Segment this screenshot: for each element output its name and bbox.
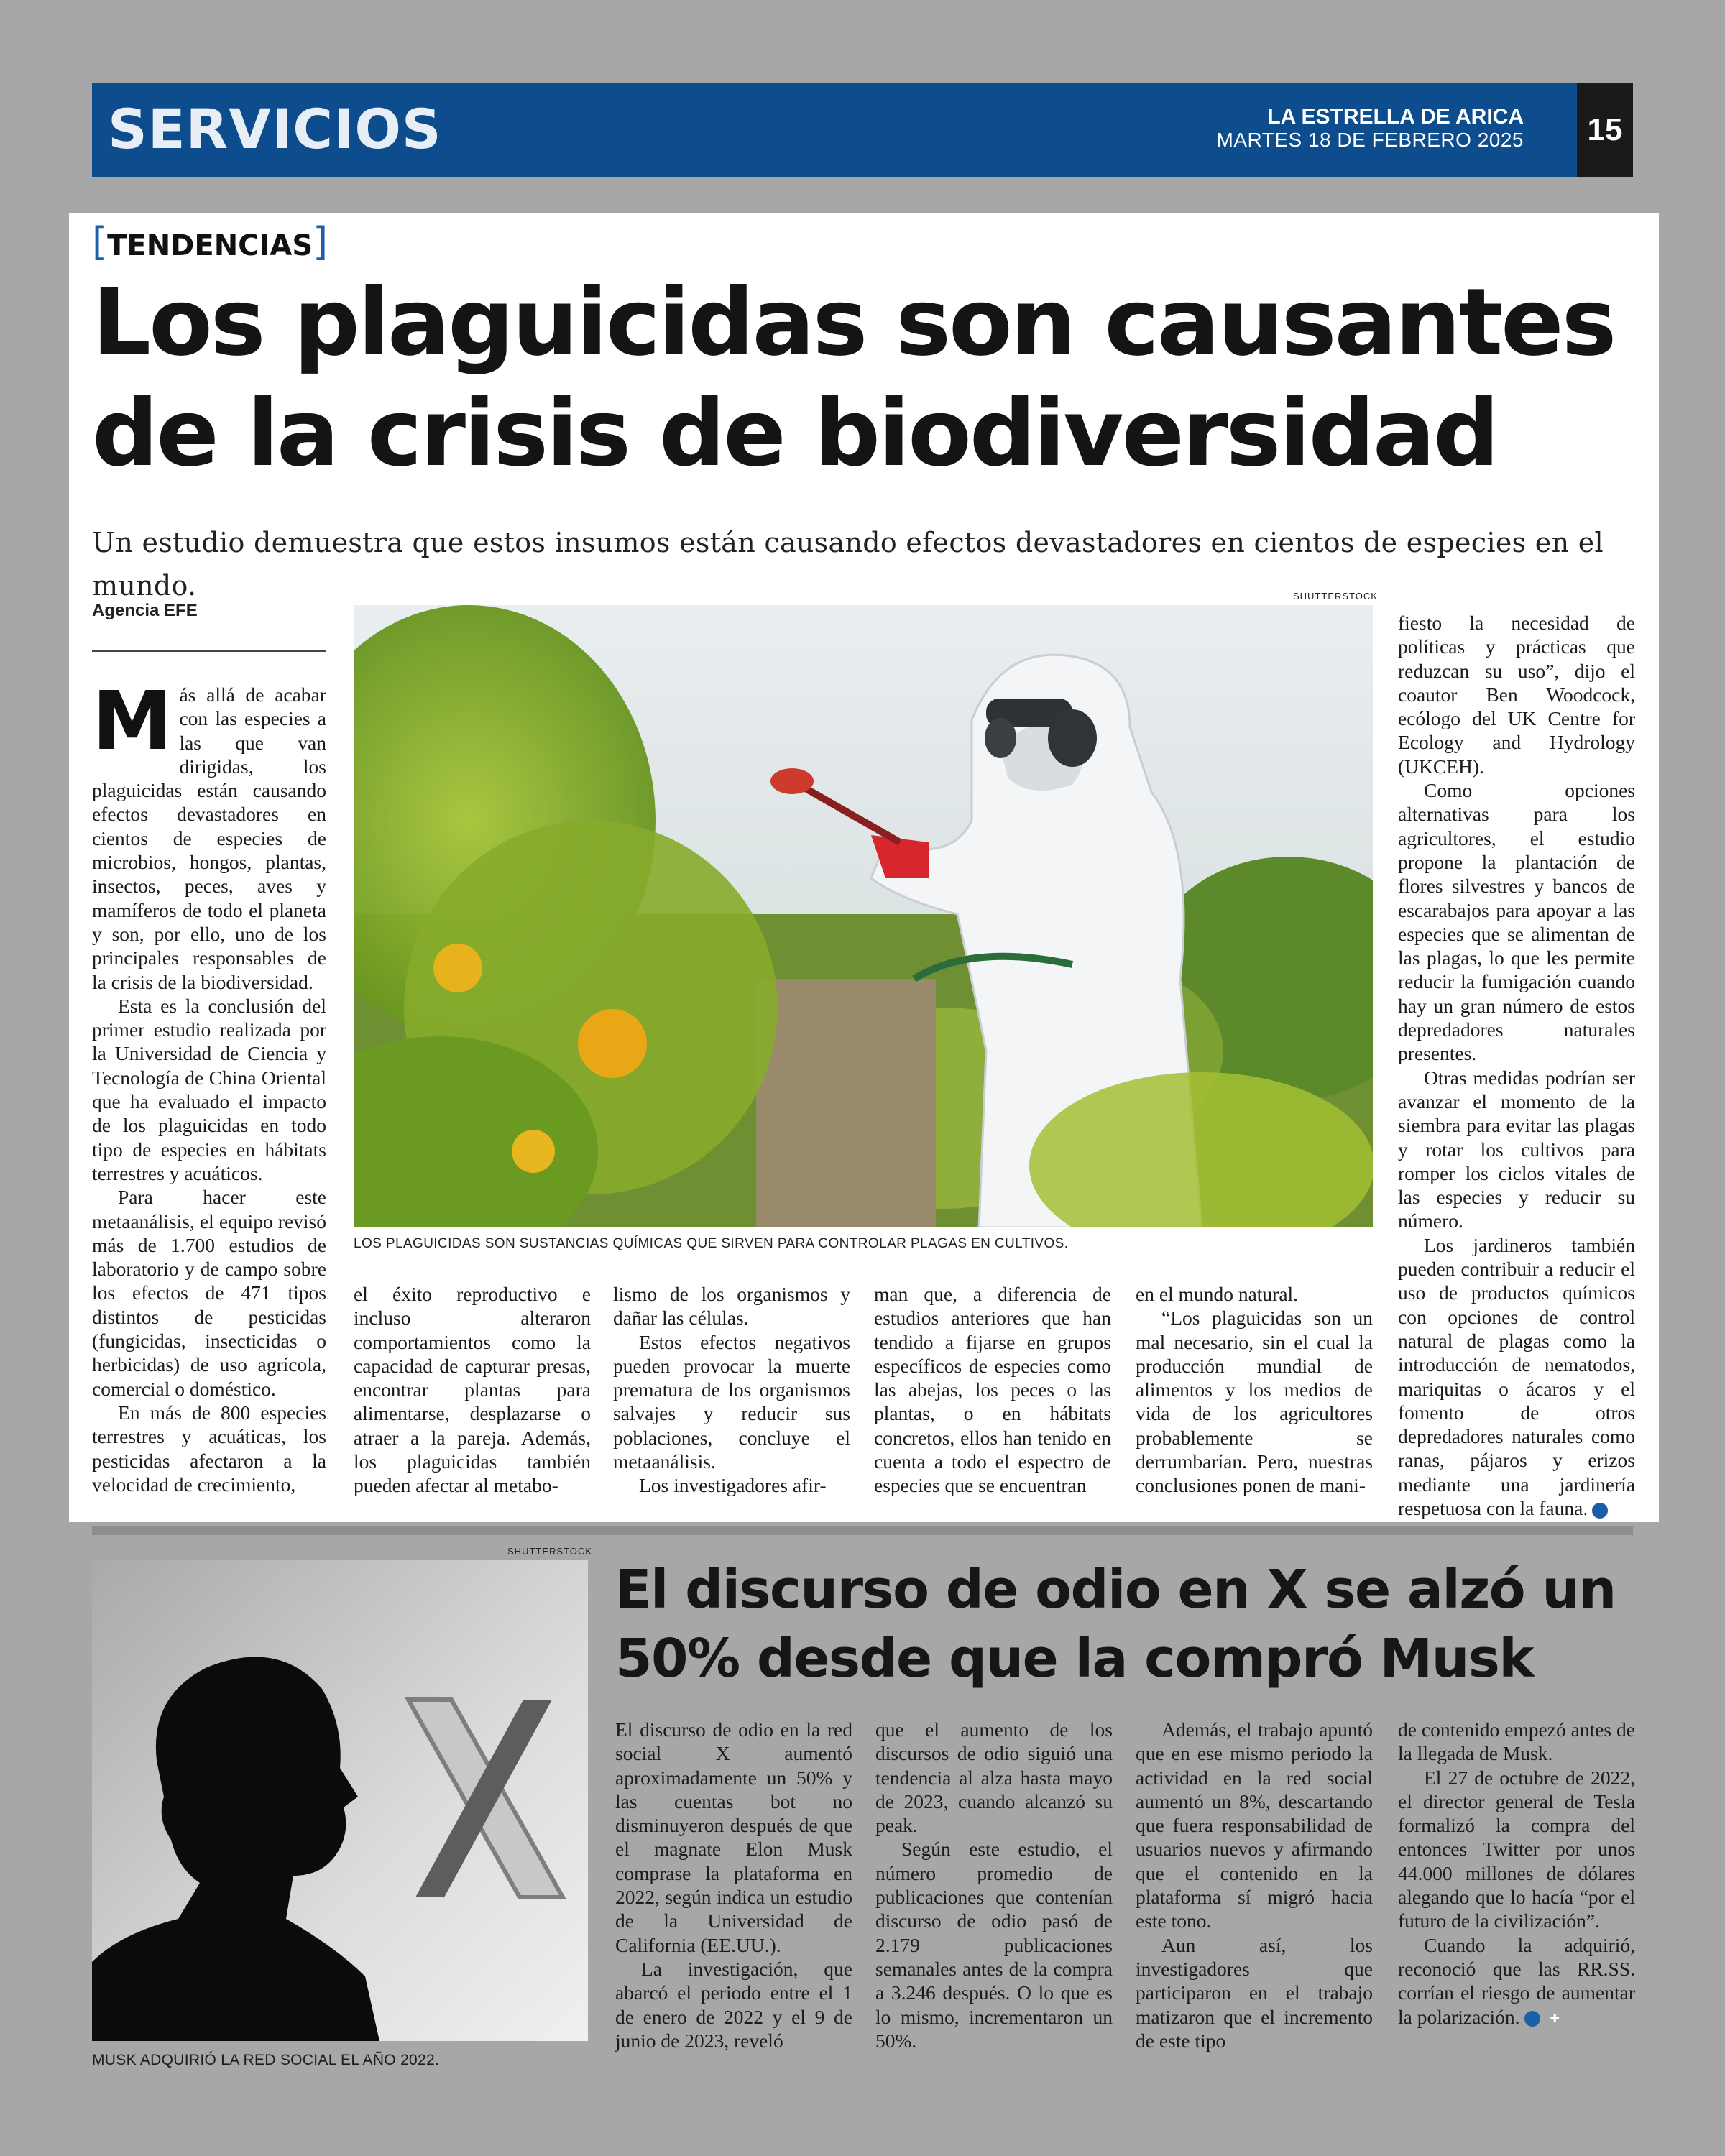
article-column-4	[1398, 1718, 1635, 2029]
article-headline: El discurso de odio en X se alzó un 50% desde que la compró Musk	[615, 1559, 1616, 1690]
byline: Agencia EFE	[92, 601, 198, 620]
paragraph: Cuando la adquirió, reconoció que las RR.SS. corrían el riesgo de aumentar la polarización.	[1398, 1933, 1635, 2028]
publication-date: MARTES 18 DE FEBRERO 2025	[1216, 129, 1524, 151]
paragraph: Otras medidas podrían ser avanzar el momento de la siembra para evitar las plagas y rotar los cultivos para romper los ciclos vitales de las especies y reducir su número.	[1398, 1066, 1635, 1233]
article-column-1	[92, 675, 326, 1496]
paragraph: Los investigadores afir-	[639, 1474, 827, 1497]
paragraph: Para hacer este metaanálisis, el equipo revisó más de 1.700 estudios de laboratorio y de campo sobre los efectos de 471 tipos distintos de pesticidas (fungicidas, insecticidas o herbicidas) de uso agrícola, comercial o doméstico.	[92, 1186, 326, 1400]
paragraph: Estos efectos negativos pueden provocar la muerte prematura de los organismos salvajes y reducir sus poblaciones, concluye el metaanálisis.	[613, 1330, 850, 1473]
paragraph: man que, a diferencia de estudios anteriores que han tendido a fijarse en grupos específicos de especies como las abejas, los peces o las plantas, o en hábitats concretos, ellos han tenido en cuenta a todo el espectro de especies que se encuentran	[874, 1283, 1111, 1497]
paragraph: el éxito reproductivo e incluso alteraron comportamientos como la capacidad de capturar presas, encontrar plantas para alimentarse, desplazarse o atraer a la pareja. Además, los plaguicidas también pueden afectar al metabo-	[354, 1283, 591, 1497]
paragraph: El discurso de odio en la red social X aumentó aproximadamente un 50% y las cuentas bot no disminuyeron después de que el magnate Elon Musk comprase la plataforma en 2022, según indica un estudio de la Universidad de California (EE.UU.).	[615, 1718, 852, 1956]
article-column-2	[354, 1282, 591, 1498]
paragraph: En más de 800 especies terrestres y acuáticas, los pesticidas afectaron a la velocidad de crecimiento,	[92, 1401, 326, 1496]
musk-silhouette-photo	[92, 1560, 588, 2041]
paragraph: fiesto la necesidad de políticas y prácticas que reduzcan su uso”, dijo el coautor Ben Woodcock, ecólogo del UK Centre for Ecology and Hydrology (UKCEH).	[1398, 612, 1635, 778]
paragraph: que el aumento de los discursos de odio siguió una tendencia al alza hasta mayo de 2023, cuando alcanzó su peak.	[875, 1718, 1113, 1837]
article-deck: Un estudio demuestra que estos insumos están causando efectos devastadores en cientos de especies en el mundo.	[92, 527, 1604, 602]
pesticide-spraying-photo	[354, 605, 1373, 1227]
end-of-article-icon: ✚	[1592, 1503, 1608, 1519]
paragraph: ás allá de acabar con las especies a las que van dirigidas, los plaguicidas están causando efectos devastadores en cientos de especies de microbios, hongos, plantas, insectos, peces, aves y mamíferos de todo el planeta y son, por ello, uno de los principales responsables de la crisis de la biodiversidad.	[92, 683, 326, 993]
page-number: 15	[1587, 112, 1623, 147]
byline-rule	[92, 650, 326, 652]
newspaper-name: LA ESTRELLA DE ARICA	[1267, 105, 1524, 129]
article-headline: Los plaguicidas son causantes de la crisis de biodiversidad	[92, 269, 1615, 487]
section-title: SERVICIOS	[108, 97, 442, 161]
photo-caption: LOS PLAGUICIDAS SON SUSTANCIAS QUÍMICAS QUE SIRVEN PARA CONTROLAR PLAGAS EN CULTIVOS.	[354, 1236, 1069, 1251]
photo-caption: MUSK ADQUIRIÓ LA RED SOCIAL EL AÑO 2022.	[92, 2052, 440, 2068]
article-column-2	[875, 1718, 1113, 2053]
article-divider	[92, 1526, 1633, 1535]
drop-cap: M	[92, 675, 172, 768]
paragraph: Aun así, los investigadores que participaron en el trabajo matizaron que el incremento de este tipo	[1136, 1933, 1373, 2052]
tag-label: TENDENCIAS	[107, 229, 313, 262]
paragraph: en el mundo natural.	[1136, 1283, 1299, 1305]
paragraph: “Los plaguicidas son un mal necesario, sin el cual la producción mundial de alimentos y los medios de vida de los agricultores probablemente se derrumbarían. Pero, nuestras conclusiones ponen de mani-	[1136, 1307, 1373, 1497]
article-column-4	[874, 1282, 1111, 1498]
article-column-3	[1136, 1718, 1373, 2053]
article-column-3	[613, 1282, 850, 1498]
paragraph: La investigación, que abarcó el periodo entre el 1 de enero de 2022 y el 9 de junio de 2023, reveló	[615, 1957, 852, 2052]
paragraph: de contenido empezó antes de la llegada de Musk.	[1398, 1718, 1635, 1765]
paragraph: Esta es la conclusión del primer estudio realizada por la Universidad de Ciencia y Tecnología de China Oriental que ha evaluado el impacto de los plaguicidas en todo tipo de especies en hábitats terrestres y acuáticos.	[92, 994, 326, 1184]
article-column-6	[1398, 611, 1635, 1520]
article-tag: [TENDENCIAS]	[92, 219, 328, 264]
paragraph: Como opciones alternativas para los agricultores, el estudio propone la plantación de flores silvestres y bancos de escarabajos para apoyar a las especies que se alimentan de las plagas, lo que les permite reducir la fumigación cuando hay un gran número de estos depredadores naturales presentes.	[1398, 779, 1635, 1065]
paragraph: El 27 de octubre de 2022, el director general de Tesla formalizó la compra del entonces Twitter por unos 44.000 millones de dólares alegando que lo hacía “por el futuro de la civilización”.	[1398, 1766, 1635, 1932]
photo-credit: SHUTTERSTOCK	[507, 1546, 592, 1557]
article-column-1	[615, 1718, 852, 2053]
paragraph: Los jardineros también pueden contribuir a reducir el uso de productos químicos con opciones de control natural de plagas como la introducción de nematodos, mariquitas o ácaros y el fomento de otros depredadores naturales como ranas, pájaros y erizos mediante una jardinería respetuosa con la fauna.	[1398, 1233, 1635, 1519]
photo-credit: SHUTTERSTOCK	[1293, 591, 1378, 602]
article-column-5	[1136, 1282, 1373, 1498]
paragraph: Según este estudio, el número promedio de publicaciones que contenían discurso de odio pasó de 2.179 publicaciones semanales antes de la compra a 3.246 después. O lo que es lo mismo, incrementaron un 50%.	[875, 1838, 1113, 2052]
end-of-article-icon: ✚	[1524, 2011, 1540, 2027]
paragraph: Además, el trabajo apuntó que en ese mismo periodo la actividad en la red social aumentó un 8%, descartando que fuera responsabilidad de usuarios nuevos y afirmando que el contenido en la plataforma sí migró hacia este tono.	[1136, 1718, 1373, 1932]
paragraph: lismo de los organismos y dañar las células.	[613, 1283, 850, 1330]
